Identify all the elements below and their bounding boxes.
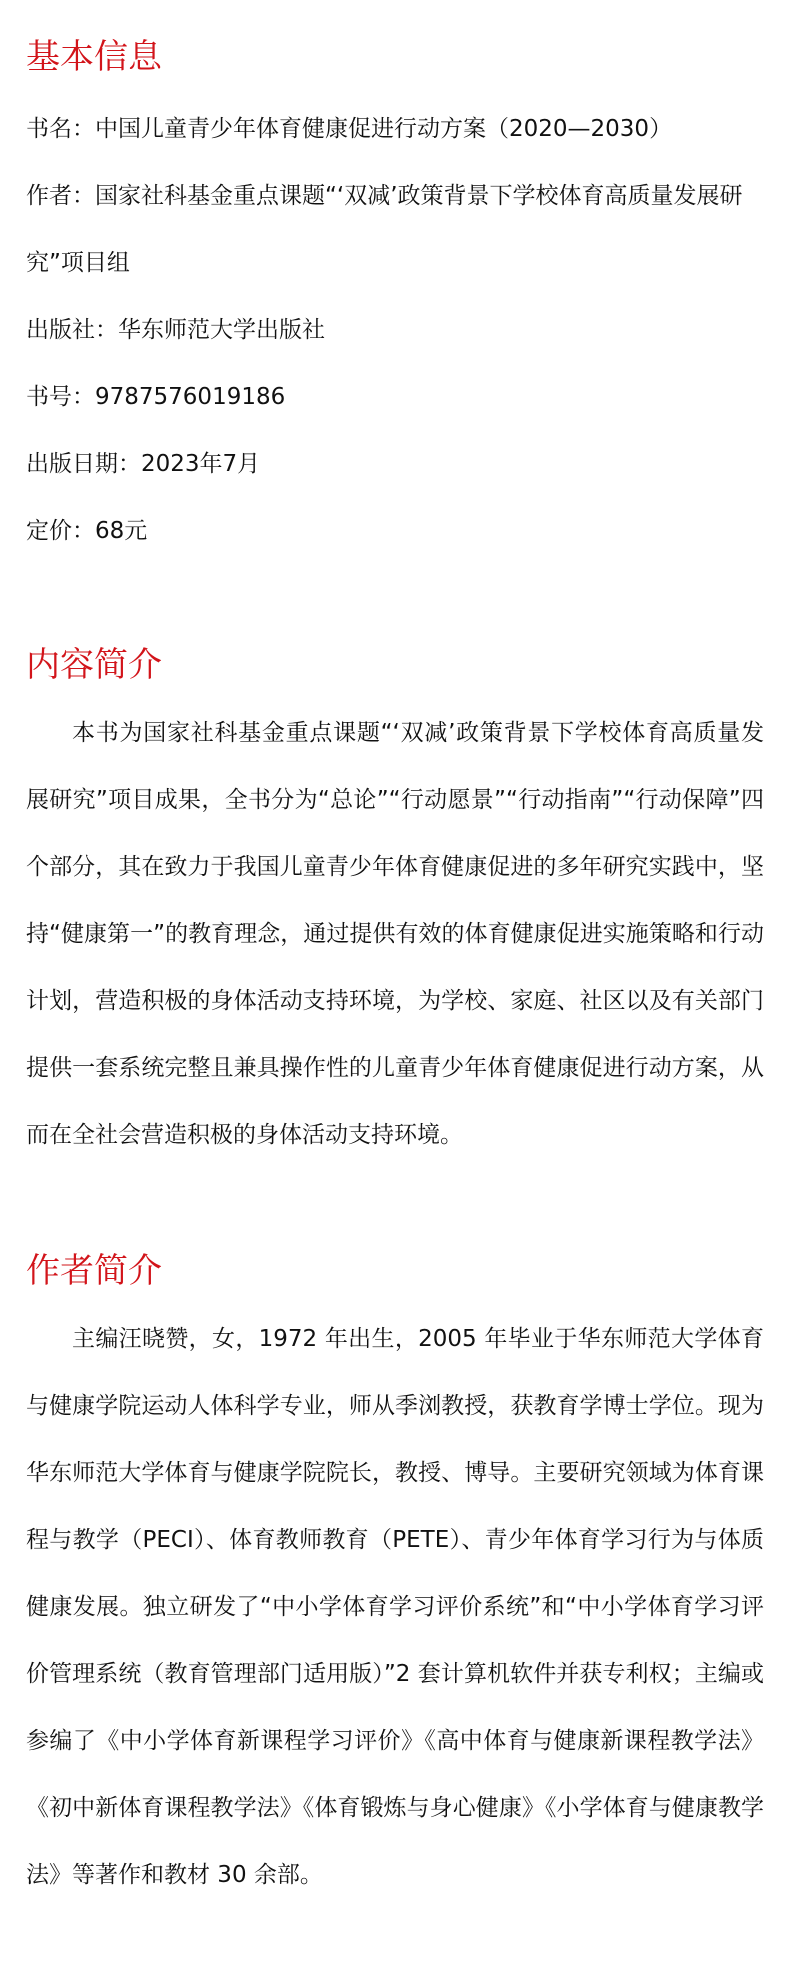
basic-info-list — [26, 96, 764, 565]
book-publisher-line: 出版社：华东师范大学出版社 — [26, 317, 325, 343]
author-intro-heading: 作者简介 — [26, 1251, 162, 1291]
book-price-line: 定价：68元 — [26, 518, 148, 544]
book-pubdate-line: 出版日期：2023年7月 — [26, 451, 261, 477]
book-isbn-line: 书号：9787576019186 — [26, 384, 286, 410]
book-title-line: 书名：中国儿童青少年体育健康促进行动方案（2020—2030） — [26, 116, 673, 142]
author-intro-paragraph: 主编汪晓赞，女，1972 年出生，2005 年毕业于华东师范大学体育与健康学院运动人体科学专业，师从季浏教授，获教育学博士学位。现为华东师范大学体育与健康学院院长，教授、博导。主要研究领域为体育课程与教学（PECI）、体育教师教育（PETE）、青少年体育学习行为与体质健康发展。独立研发了“中小学体育学习评价系统”和“中小学体育学习评价管理系统（教育管理部门适用版）”2 套计算机软件并获专利权；主编或参编了《中小学体育新课程学习评价》《高中体育与健康新课程教学法》《初中新体育课程教学法》《体育锻炼与身心健康》《小学体育与健康教学法》等著作和教材 30 余部。 — [26, 1326, 764, 1888]
content-intro-paragraph: 本书为国家社科基金重点课题“‘双减’政策背景下学校体育高质量发展研究”项目成果，全书分为“总论”“行动愿景”“行动指南”“行动保障”四个部分，其在致力于我国儿童青少年体育健康促进的多年研究实践中，坚持“健康第一”的教育理念，通过提供有效的体育健康促进实施策略和行动计划，营造积极的身体活动支持环境，为学校、家庭、社区以及有关部门提供一套系统完整且兼具操作性的儿童青少年体育健康促进行动方案，从而在全社会营造积极的身体活动支持环境。 — [26, 720, 764, 1148]
content-intro-heading: 内容简介 — [26, 645, 162, 685]
book-author-line: 作者：国家社科基金重点课题“‘双减’政策背景下学校体育高质量发展研究”项目组 — [26, 183, 743, 276]
basic-info-heading: 基本信息 — [26, 37, 162, 77]
